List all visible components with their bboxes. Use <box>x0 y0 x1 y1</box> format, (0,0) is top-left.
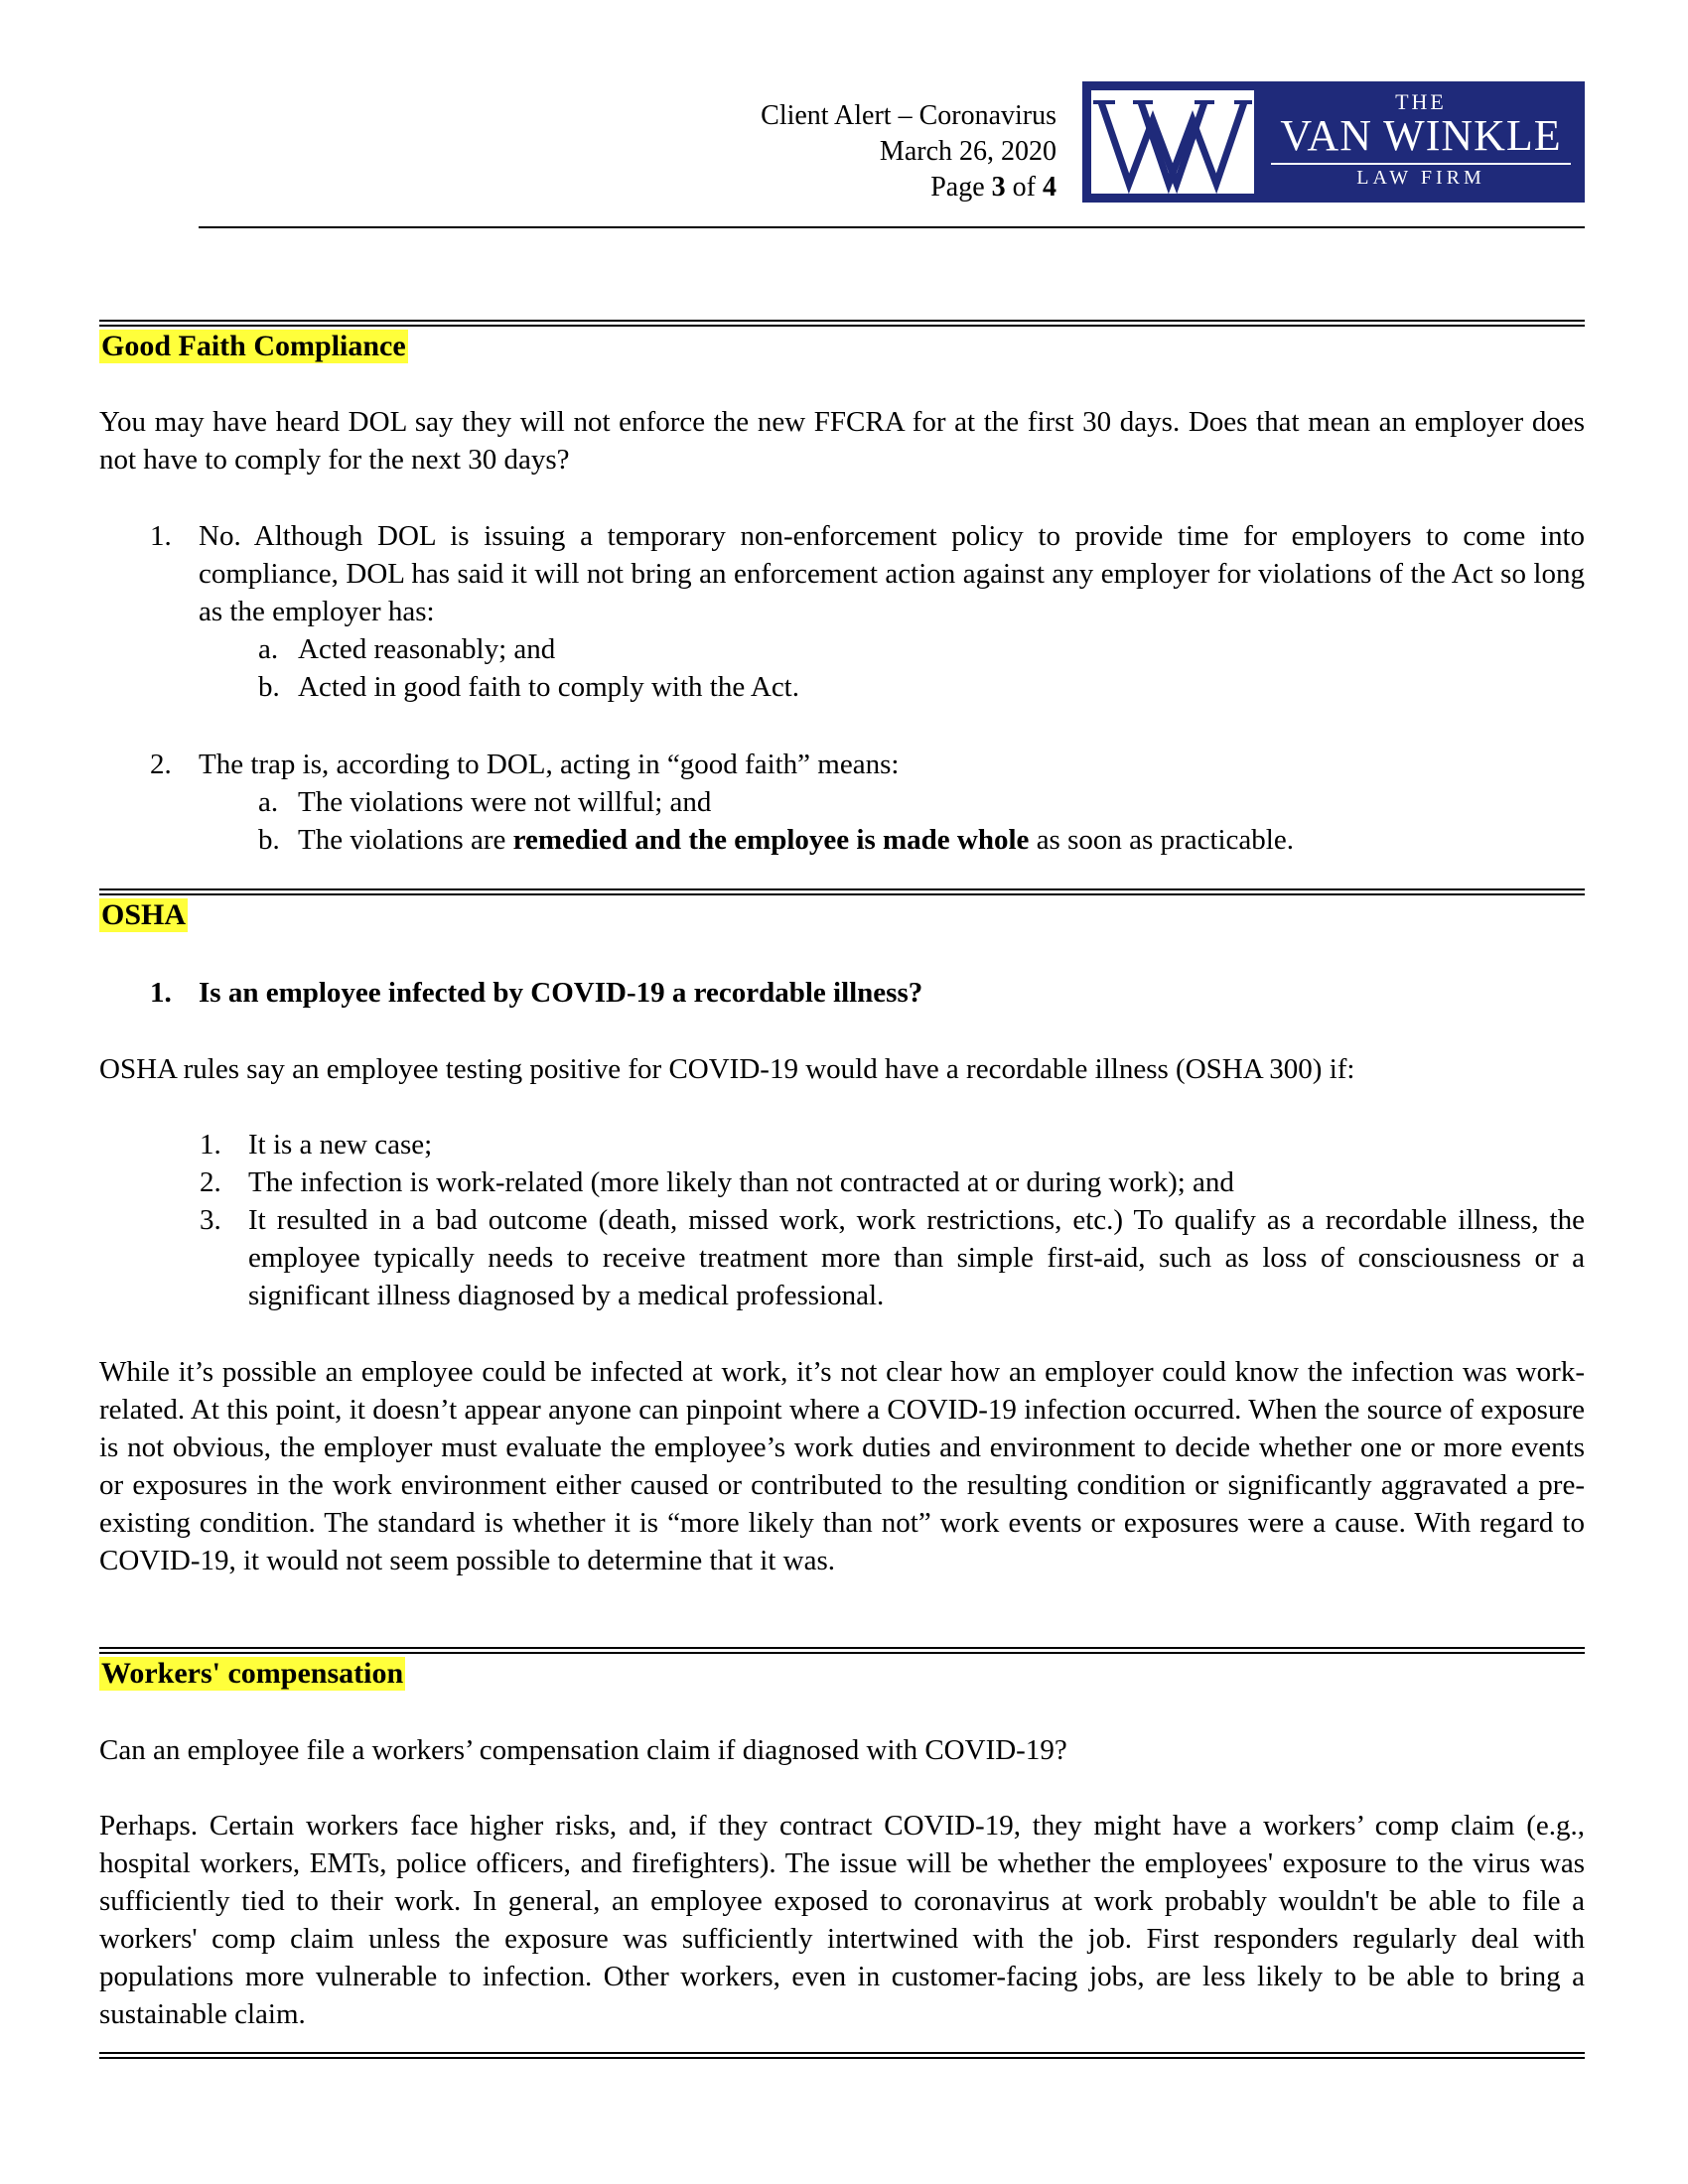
alert-date: March 26, 2020 <box>879 136 1056 167</box>
logo-firm-name: VAN WINKLE <box>1280 111 1562 160</box>
list-item: 3. It resulted in a bad outcome (death, missed work, work restrictions, etc.) To qualify as a recordable illness, the employee typically needs to receive treatment more than simple first-aid, such as loss of consciousness or a significant illness diagnosed by a medical professional. <box>200 1204 1585 1311</box>
osha-question: 1. Is an employee infected by COVID-19 a recordable illness? <box>150 977 923 1009</box>
firm-logo <box>1082 81 1585 203</box>
list-subitem: a. The violations were not willful; and <box>258 786 712 818</box>
logo-the: THE <box>1395 89 1447 114</box>
workers-comp-body: Perhaps. Certain workers face higher risks, and, if they contract COVID-19, they might have a workers’ comp claim (e.g., hospital workers, EMTs, police officers, and firefighters). The issue will be whether the employees' exposure to the virus was sufficiently tied to their work. In general, an employee exposed to coronavirus at work probably wouldn't be able to file a workers' comp claim unless the exposure was sufficiently intertwined with the job. First responders regularly deal with populations more vulnerable to infection. Other workers, even in customer-facing jobs, are less likely to be able to bring a sustainable claim. <box>99 1810 1585 2030</box>
list-subitem: b. The violations are remedied and the employee is made whole as soon as practicable. <box>258 824 1294 856</box>
osha-criteria-list <box>200 1126 1585 1314</box>
heading-workers-comp: Workers' compensation <box>101 1657 404 1690</box>
heading-good-faith: Good Faith Compliance <box>101 330 406 362</box>
alert-title: Client Alert – Coronavirus <box>761 100 1056 131</box>
section-divider <box>99 888 1585 895</box>
section-divider <box>99 320 1585 327</box>
list-item: 2. The infection is work-related (more likely than not contracted at or during work); and <box>200 1166 1234 1198</box>
good-faith-list-2 <box>150 746 1585 859</box>
page-current: 3 <box>991 172 1006 203</box>
emphasis-text: remedied and the employee is made whole <box>512 824 1030 856</box>
good-faith-intro: You may have heard DOL say they will not enforce the new FFCRA for at the first 30 days. Does that mean an employer does not have to comply for the next 30 days? <box>99 406 1585 476</box>
osha-body: While it’s possible an employee could be infected at work, it’s not clear how an employer could know the infection was work-related. At this point, it doesn’t appear anyone can pinpoint where a COVID-19 infection occurred. When the source of exposure is not obvious, the employer must evaluate the employee’s work duties and environment to decide whether one or more events or exposures in the work environment either caused or contributed to the resulting condition or significantly aggravated a pre-existing condition. The standard is whether it is “more likely than not” work events or exposures were a cause. With regard to COVID-19, it would not seem possible to determine that it was. <box>99 1356 1585 1576</box>
logo-law-firm: LAW FIRM <box>1356 167 1485 189</box>
list-subitem: b. Acted in good faith to comply with the Act. <box>258 671 799 703</box>
heading-osha: OSHA <box>101 898 187 931</box>
header-divider <box>199 226 1585 228</box>
header-meta <box>761 98 1056 205</box>
good-faith-list <box>150 517 1585 706</box>
page-indicator: Page 3 of 4 <box>930 172 1056 203</box>
footer-divider <box>99 2052 1585 2059</box>
logo-divider <box>1271 163 1571 165</box>
section-divider <box>99 1647 1585 1654</box>
page-total: 4 <box>1043 172 1056 203</box>
list-subitem: a. Acted reasonably; and <box>258 633 556 665</box>
osha-intro: OSHA rules say an employee testing positive for COVID-19 would have a recordable illness (OSHA 300) if: <box>99 1053 1355 1085</box>
workers-comp-question: Can an employee file a workers’ compensation claim if diagnosed with COVID-19? <box>99 1734 1067 1766</box>
logo-w-mark <box>1091 90 1254 194</box>
list-item: 1. No. Although DOL is issuing a temporary non-enforcement policy to provide time for employers to come into compliance, DOL has said it will not bring an enforcement action against any employer for violations of the Act so long as the employer has: <box>150 520 1585 627</box>
list-item: 2. The trap is, according to DOL, acting in “good faith” means: <box>150 749 900 780</box>
list-item: 1. It is a new case; <box>200 1129 433 1160</box>
